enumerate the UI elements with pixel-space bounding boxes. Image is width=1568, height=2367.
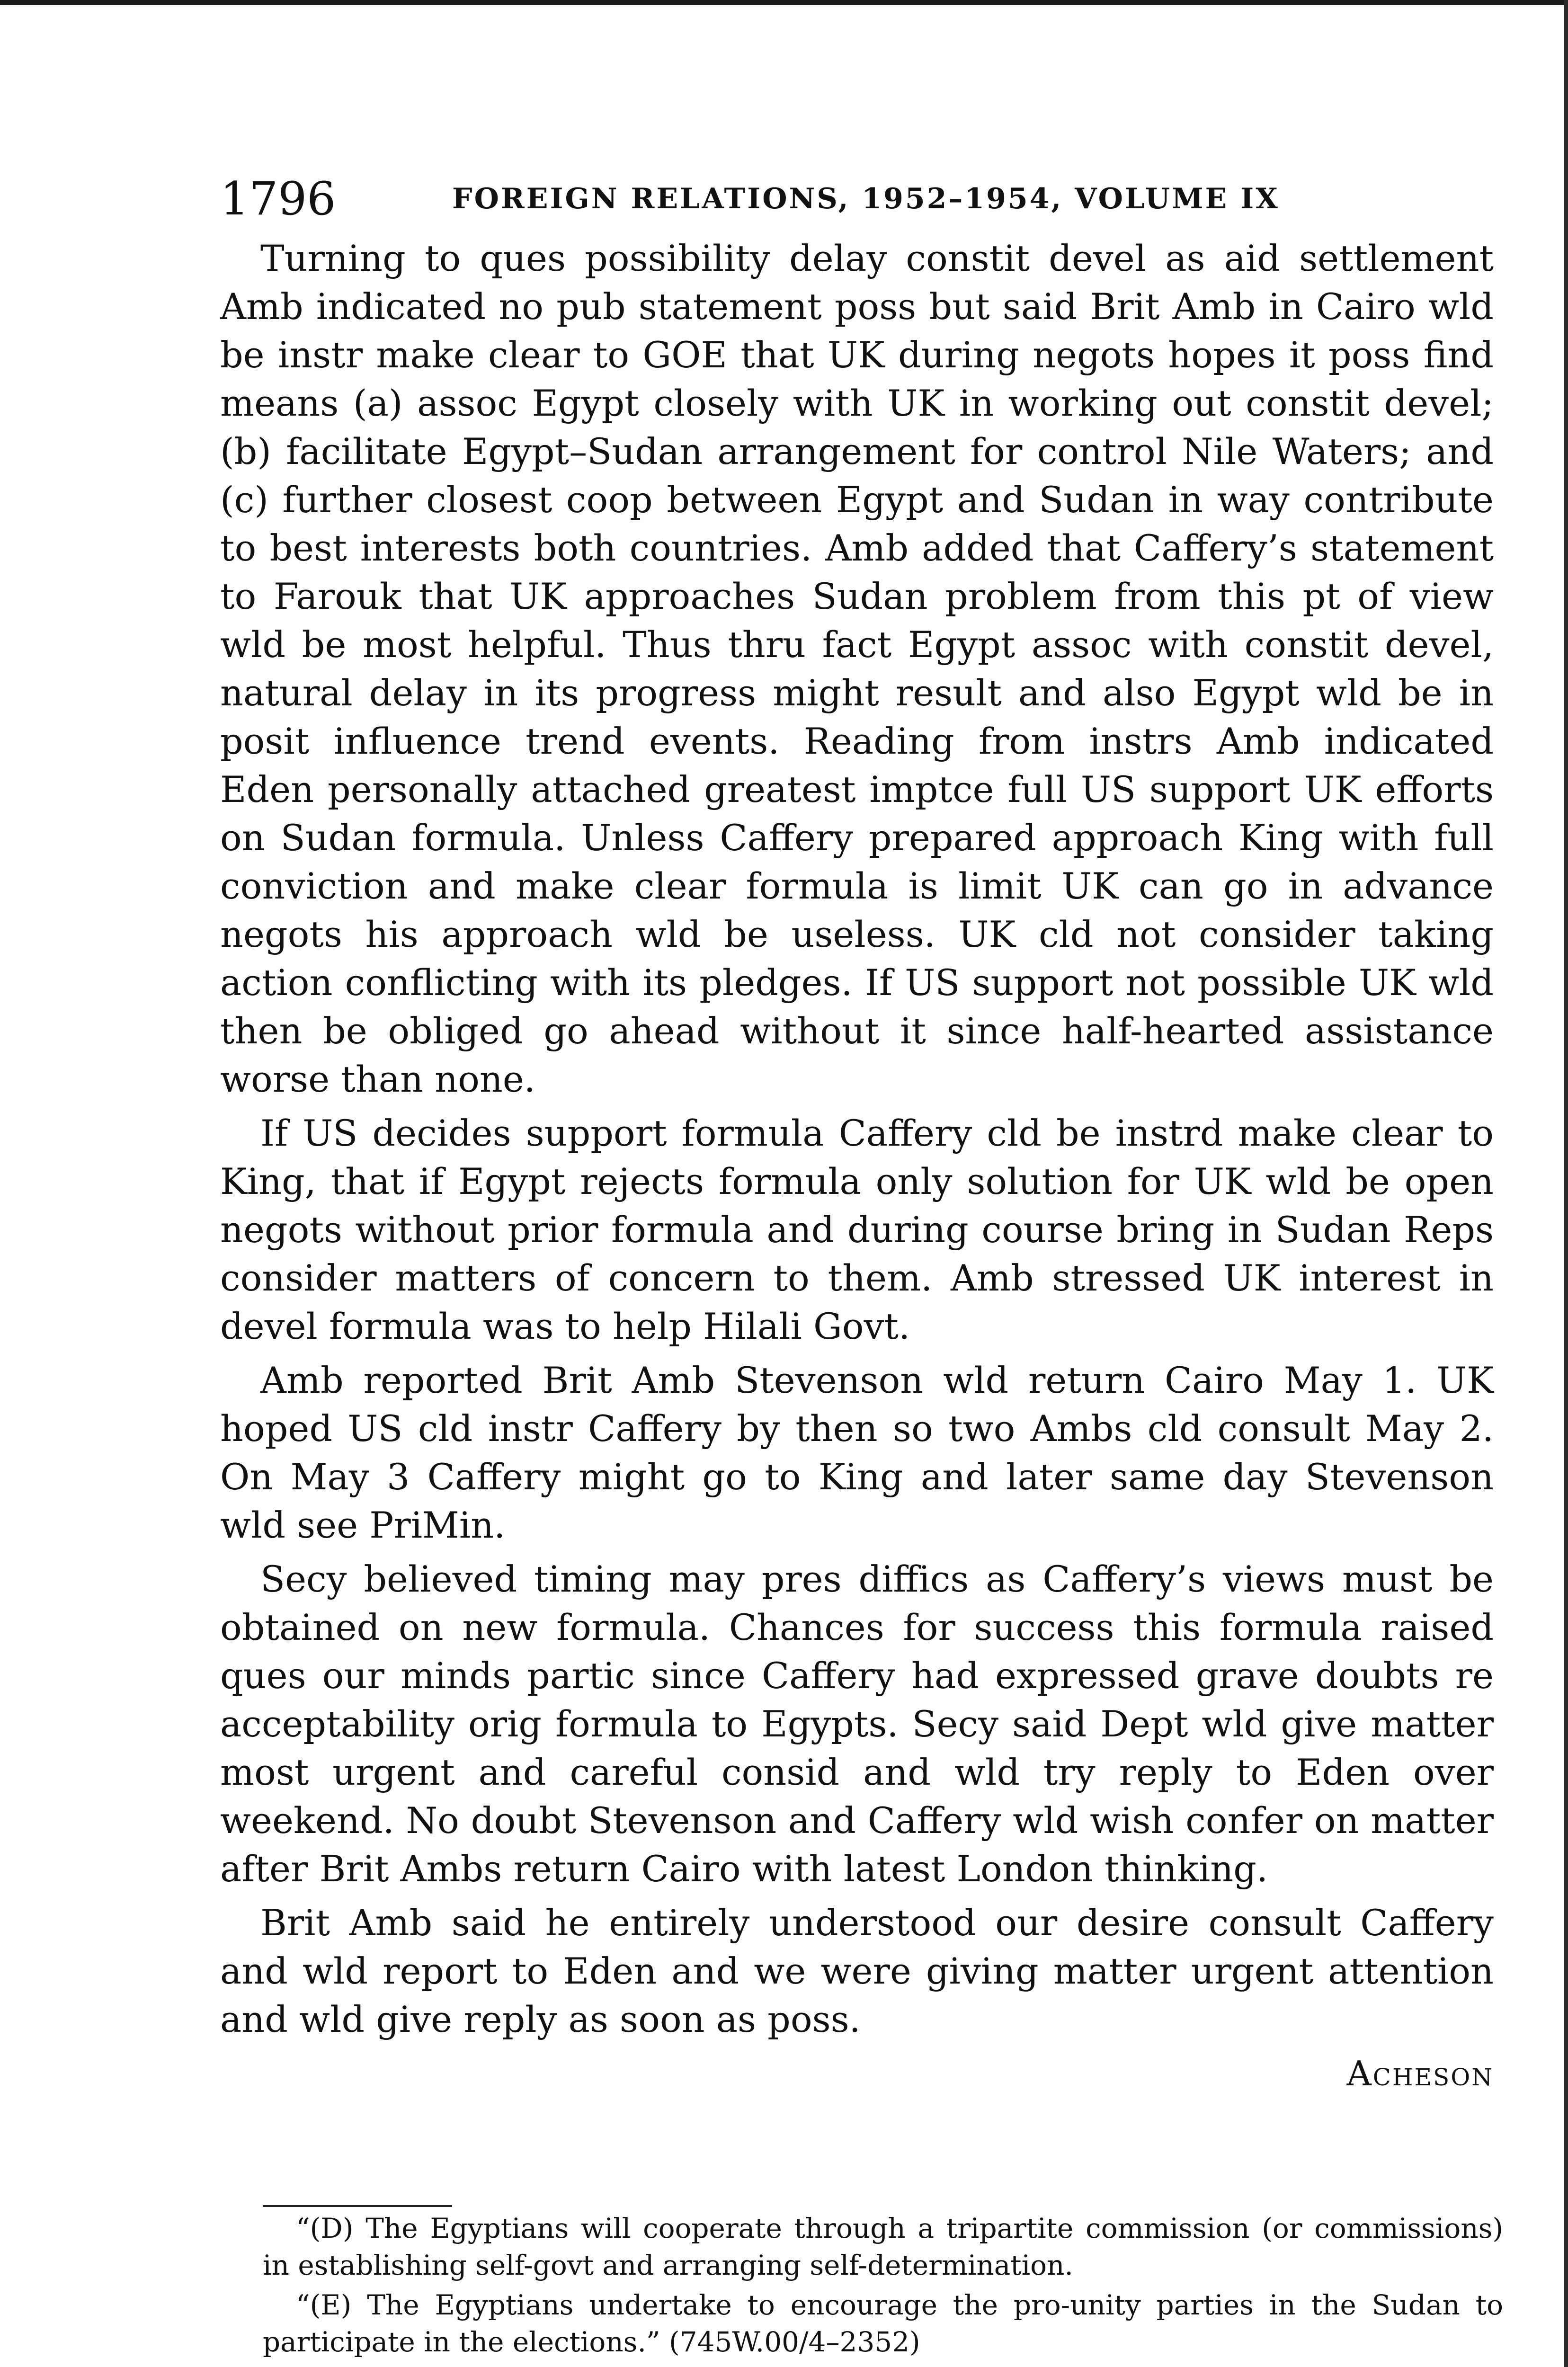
- paragraph: Turning to ques possibility delay constit devel as aid settlement Amb indicated no pub statement poss but said Brit Amb in Cairo wld be instr make clear to GOE that UK during negots hopes it poss find means (a) assoc Egypt closely with UK in working out constit devel; (b) facilitate Egypt–Sudan arrangement for control Nile Waters; and (c) further closest coop between Egypt and Sudan in way contribute to best interests both countries. Amb added that Caffery’s statement to Farouk that UK approaches Sudan problem from this pt of view wld be most helpful. Thus thru fact Egypt assoc with constit devel, natural delay in its progress might result and also Egypt wld be in posit influence trend events. Reading from instrs Amb indicated Eden personally attached greatest imptce full US support UK efforts on Sudan formula. Unless Caffery prepared approach King with full conviction and make clear formula is limit UK can go in advance negots his approach wld be useless. UK cld not consider taking action conflicting with its pledges. If US support not possible UK wld then be obliged go ahead without it since half-hearted assistance worse than none.: [220, 237, 1494, 1100]
- paragraph: Secy believed timing may pres diffics as Caffery’s views must be obtained on new formula. Chances for success this formula raised ques our minds partic since Caffery had expressed grave doubts re acceptability orig formula to Egypts. Secy said Dept wld give matter most urgent and careful consid and wld try reply to Eden over weekend. No doubt Stevenson and Caffery wld wish confer on matter after Brit Ambs return Cairo with latest London thinking.: [220, 1558, 1494, 1890]
- running-head: FOREIGN RELATIONS, 1952–1954, VOLUME IX: [452, 182, 1280, 215]
- footnote-divider: [263, 2205, 452, 2207]
- paragraph: If US decides support formula Caffery cld be instrd make clear to King, that if Egypt rejects formula only solution for UK wld be open negots without prior formula and during course bring in Sudan Reps consider matters of concern to them. Amb stressed UK interest in devel formula was to help Hilali Govt.: [220, 1112, 1494, 1347]
- main-text: [220, 234, 1494, 2103]
- page-header: [220, 173, 1498, 225]
- footnotes: [263, 2210, 1503, 2363]
- paragraph: Brit Amb said he entirely understood our desire consult Caffery and wld report to Eden and we were giving matter urgent attention and wld give reply as soon as poss.: [220, 1902, 1494, 2040]
- right-scan-border: [1564, 0, 1568, 2367]
- page-number: 1796: [220, 172, 336, 225]
- paragraph: Amb reported Brit Amb Stevenson wld return Cairo May 1. UK hoped US cld instr Caffery by then so two Ambs cld consult May 2. On May 3 Caffery might go to King and later same day Stevenson wld see PriMin.: [220, 1359, 1494, 1546]
- signature: Acheson: [1346, 2054, 1494, 2093]
- footnote: “(D) The Egyptians will cooperate through a tripartite commission (or commissions) in establishing self-govt and arranging self-determination.: [263, 2212, 1503, 2281]
- top-scan-border: [0, 0, 1568, 5]
- footnote: “(E) The Egyptians undertake to encourage the pro-unity parties in the Sudan to participate in the elections.” (745W.00/4–2352): [263, 2289, 1503, 2358]
